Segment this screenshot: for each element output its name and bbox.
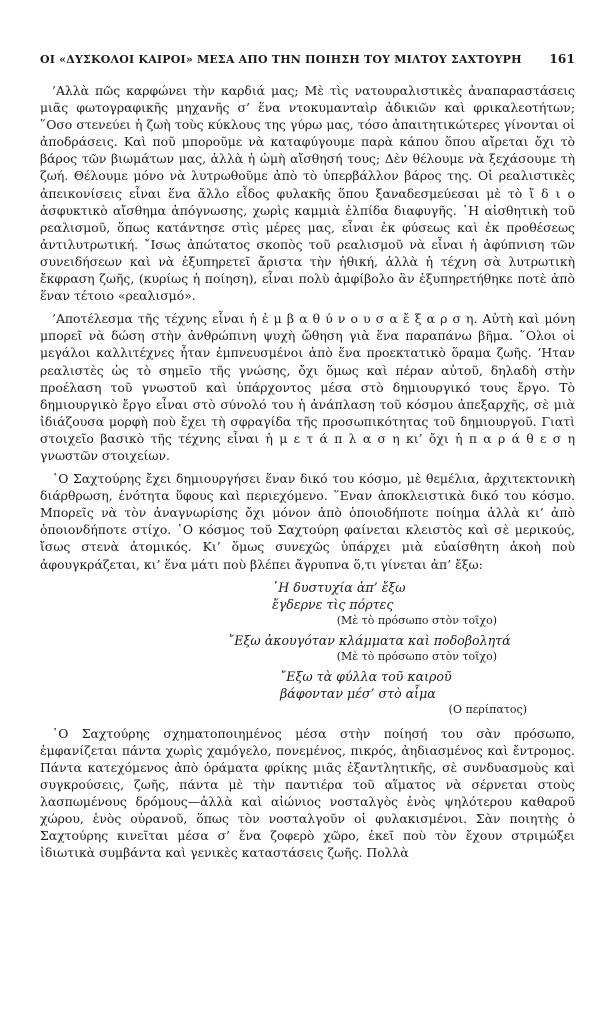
- closing-paragraph: ῾Ο Σαχτούρης σχηματοποιημένος μέσα στὴν ποίησή του σὰν πρόσωπο, ἐμφανίζεται πάντα χωρὶς χαμόγελο, πονεμένος, πικρός, ἀηδιασμένος καὶ ἔντρομος. Πάντα κατεχόμενος ἀπὸ ὁράματα φρίκης μιᾶς ἐξαντλητικῆς, σὲ συνδυασμοὺς καὶ συγκρούσεις, ζωῆς, πάντα μὲ τὴν παντιέρα τοῦ αἵματος νὰ σέρνεται στοὺς λασπωμένους δρόμους—ἀλλὰ καὶ αἰώνιος νοσταλγὸς ἑνὸς ψηλότερου καθαροῦ χώρου, ἑνὸς οὐρανοῦ, ὅπως τὸν νοσταλγοῦν οἱ φυλακισμένοι. Σὰν ποιητὴς ὁ Σαχτούρης κινεῖται μέσα σ’ ἕνα ζοφερὸ χῶρο, ἐκεῖ ποὺ τὸν ἔχουν στριμώξει ἰδιωτικὰ συμβάντα καὶ γενικὲς καταστάσεις ζωῆς. Πολλὰ: [40, 725, 575, 861]
- poem-source: (Μὲ τὸ πρόσωπο στὸν τοῖχο): [336, 613, 497, 627]
- poem-stanza: [40, 632, 575, 664]
- poem-source: (Μὲ τὸ πρόσωπο στὸν τοῖχο): [336, 649, 497, 663]
- poem-line: ῾Η δυστυχία ἀπ’ ἔξω: [272, 579, 406, 595]
- poem-quotations: [40, 579, 575, 717]
- paragraph: ’Αλλὰ πῶς καρφώνει τὴν καρδιά μας; Μὲ τὶς νατουραλιστικὲς ἀναπαραστάσεις μιᾶς φωτογραφικῆς μηχανῆς σ’ ἕνα ντοκυμανταὶρ ἀδικιῶν καὶ φρικαλεοτήτων; ῞Οσο στενεύει ἡ ζωὴ τοὺς κύκλους της γύρω μας, τόσο ἀπαιτητικώτερες γίνονται οἱ ἀποδράσεις. Καὶ ποῦ μποροῦμε νὰ καταφύγουμε παρὰ κάπου ὅπου αἴρεται ὄχι τὸ βάρος τῶν βιωμάτων μας, ἀλλὰ ἡ ὠμὴ αἴσθησή τους; Δὲν θέλουμε νὰ ξεχάσουμε τὴ ζωή. Θέλουμε μόνο νὰ λυτρωθοῦμε ἀπὸ τὸ ὑπερβάλλον βάρος της. Οἱ ρεαλιστικὲς ἀπεικονίσεις εἶναι ἕνα ἄλλο εἶδος φυλακῆς ὅπου ξαναδεσμεύεσαι μὲ τὸ ἴ δ ι ο ἀσφυκτικὸ αἴσθημα ἀπόγνωσης, χωρὶς καμμιὰ ἐλπίδα διαφυγῆς. ῾Η αἰσθητικὴ τοῦ ρεαλισμοῦ, ὅπως κατάντησε στὶς μέρες μας, εἶναι ἐκ φύσεως καὶ ἐκ προθέσεως ἀντιλυτρωτική. ῎Ισως ἀπώτατος σκοπὸς τοῦ ρεαλισμοῦ νὰ εἶναι ἡ ἀφύπνιση τῶν συνειδήσεων καὶ νὰ ἐξυπηρετεῖ ἄριστα τὴν ἠθική, ἀλλὰ ἡ τέχνη σὰ λυτρωτικὴ ἔκφραση ζωῆς, (κυρίως ἡ ποίηση), εἶναι πολὺ ἀμφίβολο ἂν ἐξυπηρετήθηκε ποτὲ ἀπὸ ἕναν τέτοιο «ρεαλισμό».: [40, 83, 575, 304]
- page-body: [40, 82, 575, 861]
- running-title: ΟΙ «ΔΥΣΚΟΛΟΙ ΚΑΙΡΟΙ» ΜΕΣΑ ΑΠΟ ΤΗΝ ΠΟΙΗΣΗ ΤΟΥ ΜΙΛΤΟΥ ΣΑΧΤΟΥΡΗ: [40, 53, 522, 66]
- paragraph: ῾Ο Σαχτούρης ἔχει δημιουργήσει ἕναν δικό του κόσμο, μὲ θεμέλια, ἀρχιτεκτονικὴ διάρθρωση, ἑνότητα ὕφους καὶ περιεχόμενο. ῞Εναν ἀποκλειστικὰ δικό του κόσμο. Μπορεῖς νὰ τὸν ἀναγνωρίσης ὄχι μόνον ἀπὸ ὁποιοδήποτε ποίημα ἀλλὰ κι’ ἀπὸ ὁποιονδήποτε στίχο. ῾Ο κόσμος τοῦ Σαχτούρη φαίνεται κλειστὸς καὶ σὲ μερικούς, ἴσως στενὰ ἀτομικός. Κι’ ὅμως συνεχῶς ὑπάρχει μιὰ εὐαίσθητη ἀκοὴ ποὺ ἀφουγκράζεται, κι’ ἕνα μάτι ποὺ βλέπει ἄγρυπνα ὅ,τι γίνεται ἀπ’ ἔξω:: [40, 471, 575, 572]
- poem-stanza: [40, 579, 575, 628]
- page-number: 161: [549, 52, 575, 66]
- paragraph: ’Αποτέλεσμα τῆς τέχνης εἶναι ἡ ἐ μ β α θ ύ ν ο υ σ α ἔ ξ α ρ σ η. Αὐτὴ καὶ μόνη μπορεῖ νὰ δώση στὴν ἀνθρώπινη ψυχὴ ὤθηση γιὰ ἕνα παραπάνω βῆμα. ῞Ολοι οἱ μεγάλοι καλλιτέχνες ἦταν ἐμπνευσμένοι ἀπὸ ἕνα προεκτατικὸ ὅραμα ζωῆς. ’Ηταν ρεαλιστὲς ὡς τὸ σημεῖο τῆς γνώσης, ὄχι ὅμως καὶ πέραν αὐτοῦ, δηλαδὴ στὴν προέλαση τοῦ γνωστοῦ καὶ ὑπάρχοντος μέσα στὸ δημιουργικό τους ἔργο. Τὸ δημιουργικὸ ἔργο εἶναι στὸ σύνολό του ἡ ἀνάπλαση τοῦ κόσμου ἀπεξαρχῆς, σὲ μιὰ ἰδιάζουσα μορφὴ ποὺ ἔχει τὴ σφραγίδα τῆς προσωπικότητας τοῦ δημιουργοῦ. Γιατὶ στοιχεῖο βασικὸ τῆς τέχνης εἶναι ἡ μ ε τ ά π λ α σ η κι’ ὄχι ἡ π α ρ ά θ ε σ η γνωστῶν στοιχείων.: [40, 311, 575, 463]
- poem-line: ῎Εξω ἀκουγόταν κλάμματα καὶ ποδοβολητά: [228, 632, 511, 648]
- poem-source: (Ο περίπατος): [448, 702, 527, 716]
- poem-stanza: [40, 668, 575, 717]
- poem-line: ἔγδερνε τὶς πόρτες: [272, 596, 394, 612]
- running-header: [40, 52, 575, 66]
- poem-line: ῎Εξω τὰ φύλλα τοῦ καιροῦ: [280, 668, 452, 684]
- poem-line: βάφονταν μέσ’ στὸ αἷμα: [280, 685, 436, 701]
